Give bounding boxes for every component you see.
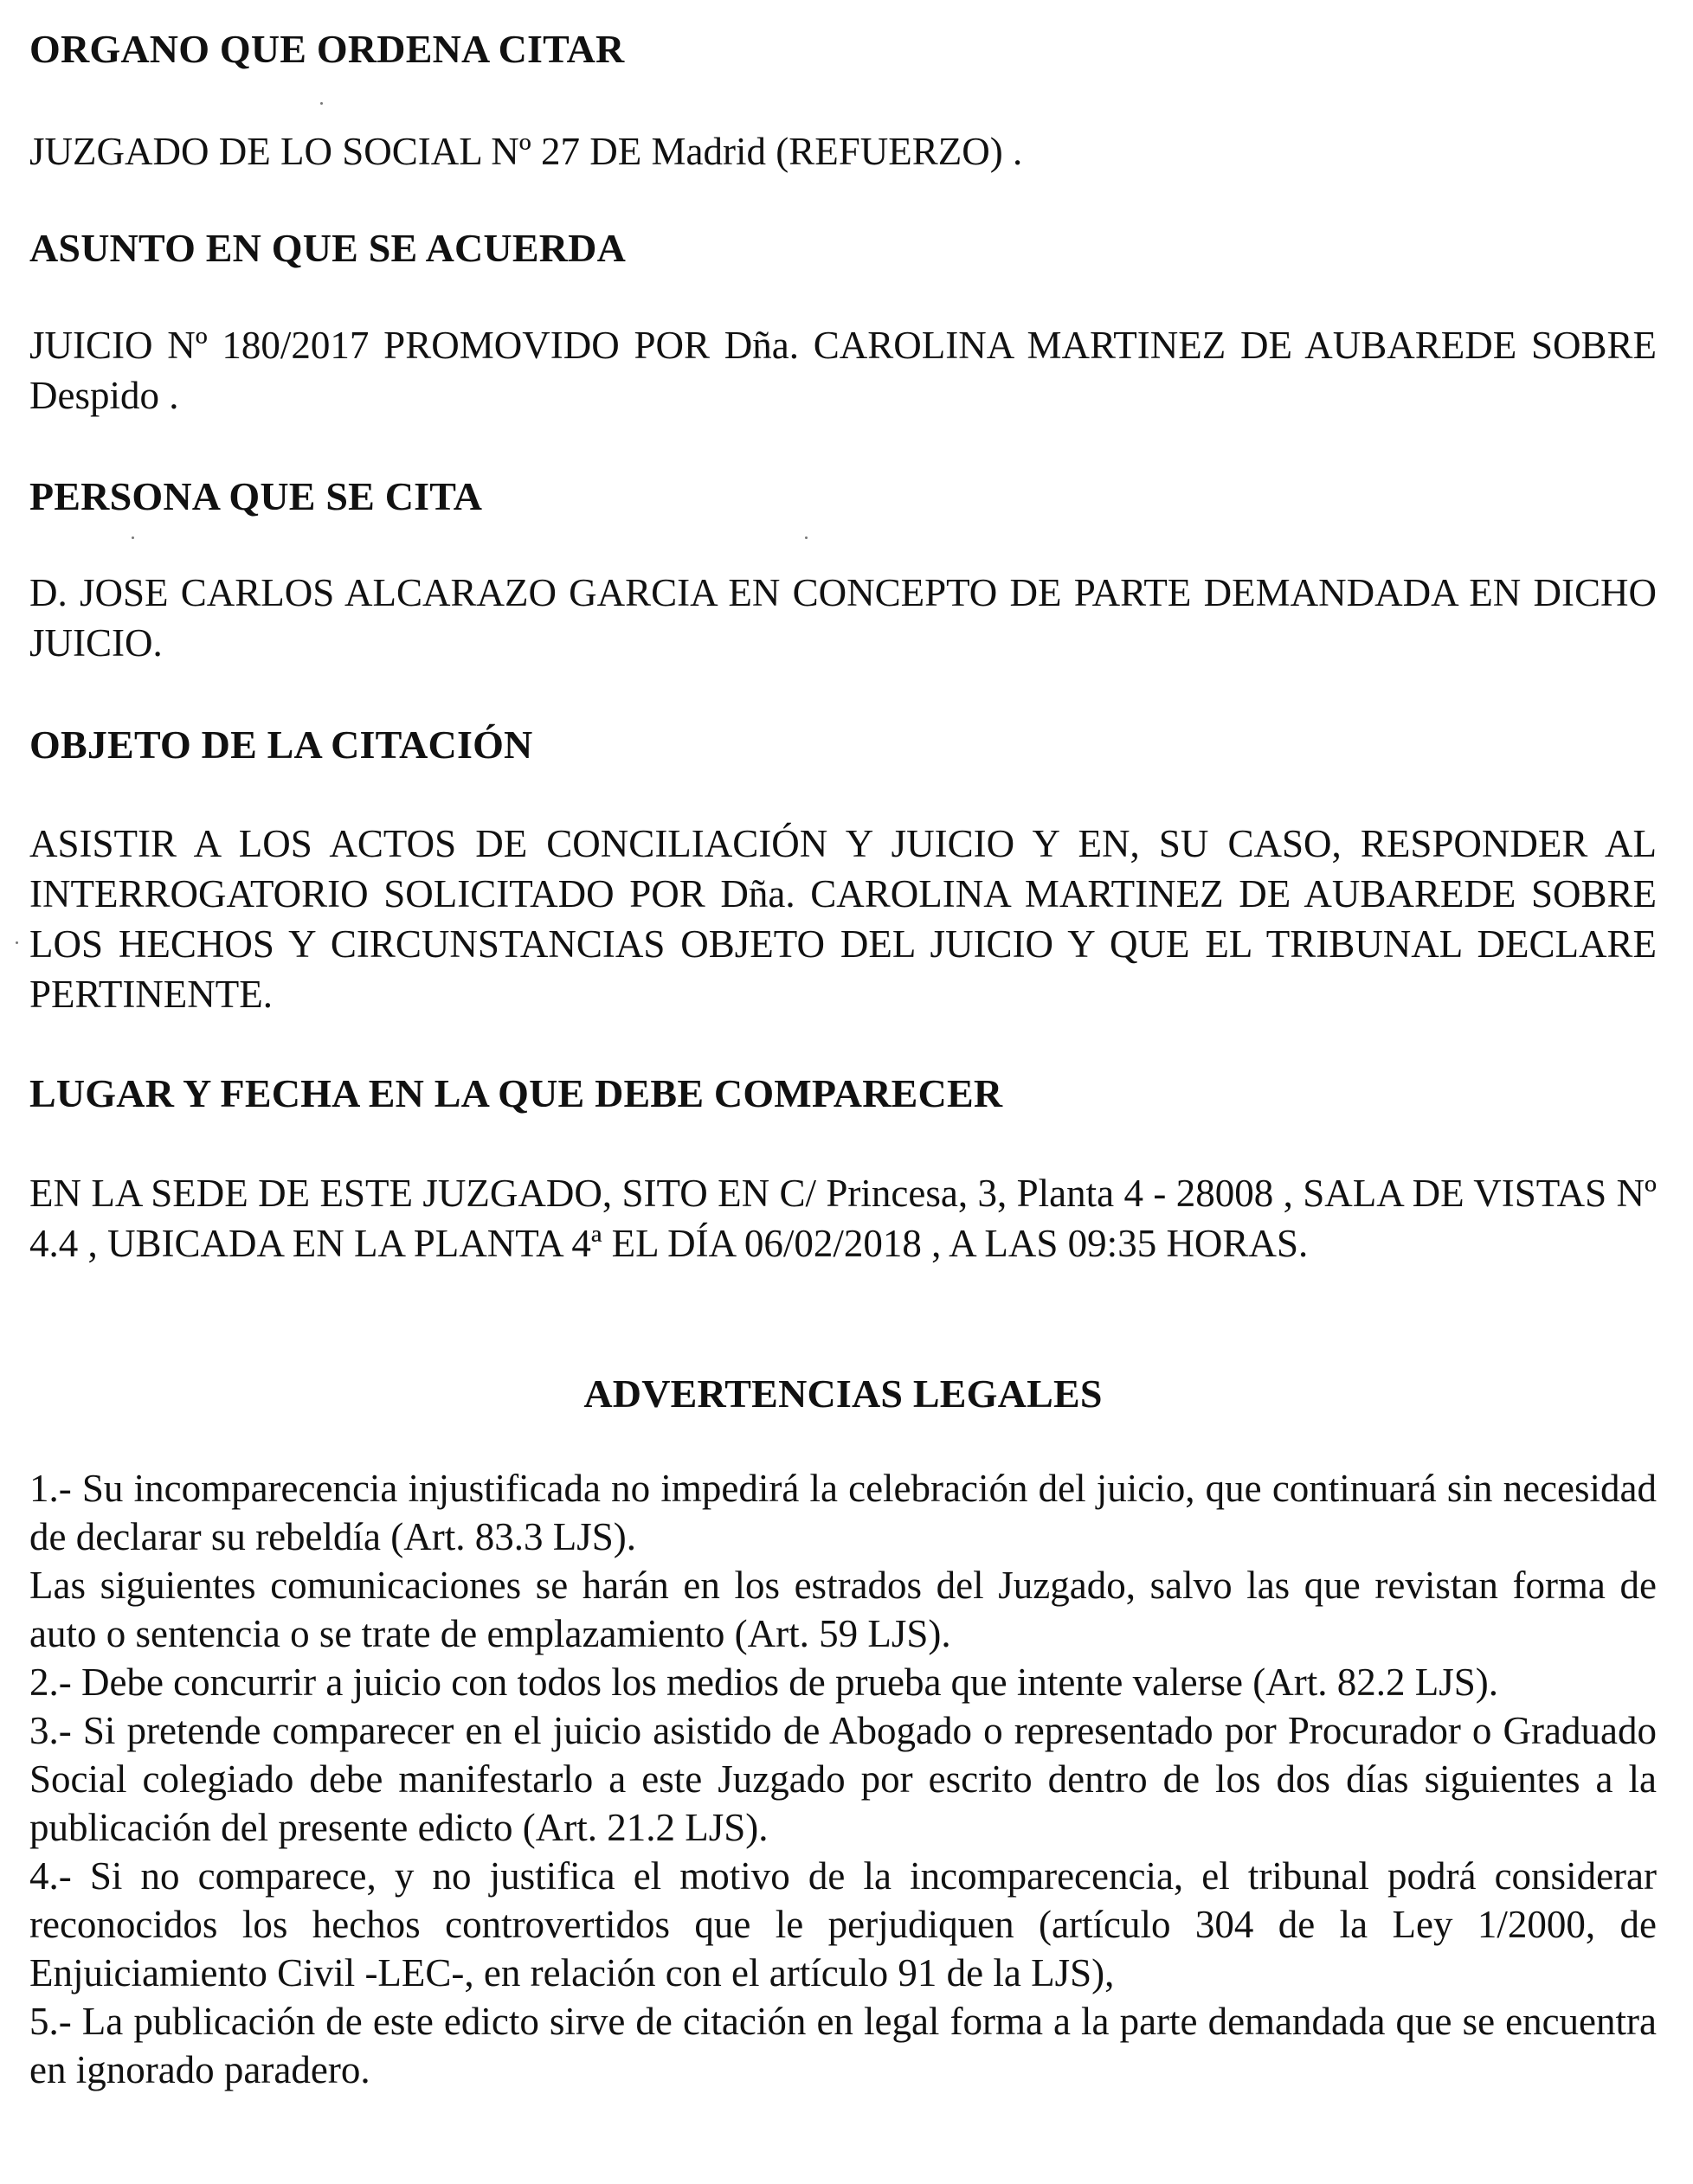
scan-speck <box>805 536 808 539</box>
heading-persona: PERSONA QUE SE CITA <box>29 474 483 518</box>
advertencias-list <box>29 1464 1657 2094</box>
advertencia-item: 2.- Debe concurrir a juicio con todos los medios de prueba que intente valerse (Art. 82.2 LJS). <box>29 1660 1499 1704</box>
advertencia-item: 1.- Su incomparecencia injustificada no impedirá la celebración del juicio, que continuará sin necesidad de declarar su rebeldía (Art. 83.3 LJS). <box>29 1467 1657 1558</box>
text-objeto: ASISTIR A LOS ACTOS DE CONCILIACIÓN Y JUICIO Y EN, SU CASO, RESPONDER AL INTERROGATORIO SOLICITADO POR Dña. CAROLINA MARTINEZ DE AUBAREDE SOBRE LOS HECHOS Y CIRCUNSTANCIAS OBJETO DEL JUICIO Y QUE EL TRIBUNAL DECLARE PERTINENTE. <box>29 822 1657 1016</box>
advertencia-item: 4.- Si no comparece, y no justifica el motivo de la incomparecencia, el tribunal podrá considerar reconocidos los hechos controvertidos que le perjudiquen (artículo 304 de la Ley 1/2000, de Enjuiciamiento Civil -LEC-, en relación con el artículo 91 de la LJS), <box>29 1854 1657 1995</box>
advertencia-item: 3.- Si pretende comparecer en el juicio asistido de Abogado o representado por Procurador o Graduado Social colegiado debe manifestarlo a este Juzgado por escrito dentro de los dos días siguientes a la publicación del presente edicto (Art. 21.2 LJS). <box>29 1709 1657 1849</box>
heading-asunto: ASUNTO EN QUE SE ACUERDA <box>29 226 626 270</box>
text-organo: JUZGADO DE LO SOCIAL Nº 27 DE Madrid (REFUERZO) . <box>29 130 1023 173</box>
text-asunto: JUICIO Nº 180/2017 PROMOVIDO POR Dña. CAROLINA MARTINEZ DE AUBAREDE SOBRE Despido . <box>29 324 1657 417</box>
advertencia-item: Las siguientes comunicaciones se harán en los estrados del Juzgado, salvo las que revistan forma de auto o sentencia o se trate de emplazamiento (Art. 59 LJS). <box>29 1564 1657 1655</box>
heading-lugar: LUGAR Y FECHA EN LA QUE DEBE COMPARECER <box>29 1071 1003 1115</box>
scan-speck <box>16 941 18 944</box>
advertencia-item: 5.- La publicación de este edicto sirve de citación en legal forma a la parte demandada que se encuentra en ignorado paradero. <box>29 2000 1657 2091</box>
scan-speck <box>320 102 323 105</box>
heading-objeto: OBJETO DE LA CITACIÓN <box>29 723 533 767</box>
heading-advertencias: ADVERTENCIAS LEGALES <box>583 1371 1103 1416</box>
scan-speck <box>132 536 134 539</box>
text-persona: D. JOSE CARLOS ALCARAZO GARCIA EN CONCEPTO DE PARTE DEMANDADA EN DICHO JUICIO. <box>29 571 1657 665</box>
text-lugar: EN LA SEDE DE ESTE JUZGADO, SITO EN C/ Princesa, 3, Planta 4 - 28008 , SALA DE VISTAS Nº 4.4 , UBICADA EN LA PLANTA 4ª EL DÍA 06/02/2018 , A LAS 09:35 HORAS. <box>29 1172 1657 1265</box>
heading-organo: ORGANO QUE ORDENA CITAR <box>29 27 625 71</box>
